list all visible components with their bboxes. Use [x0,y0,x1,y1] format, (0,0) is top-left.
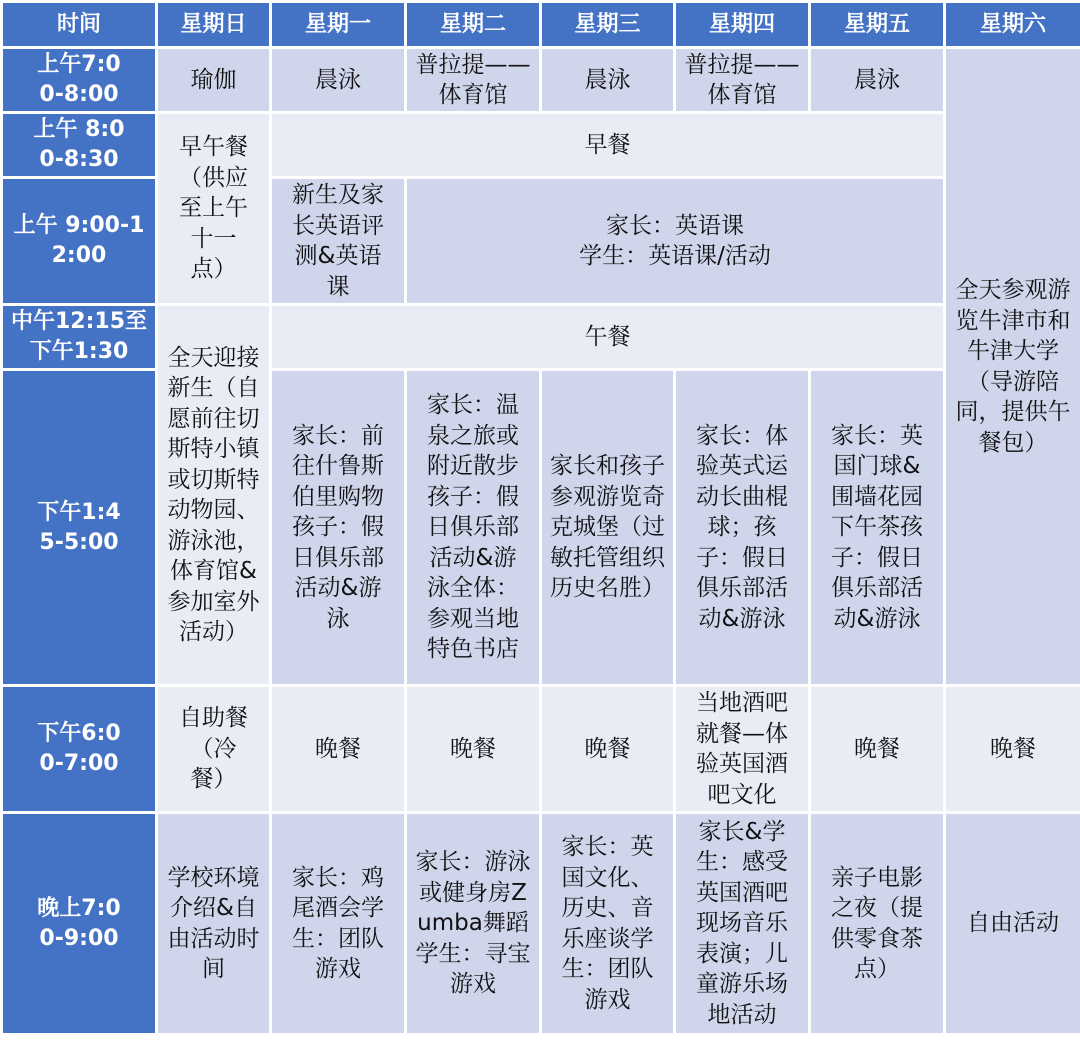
cell-text: 家长：温泉之旅或附近散步孩子：假日俱乐部活动&游泳全体：参观当地特色书店 [427,392,519,663]
time-label [2,113,157,178]
cell-mon-r6 [271,686,406,813]
cell-fri-r5 [810,370,945,686]
cell-text: 全天迎接新生（自愿前往切斯特小镇或切斯特动物园、游泳池，体育馆&参加室外活动） [167,344,260,645]
cell-text-student: 学生：英语课/活动 [579,243,771,269]
time-text: 上午 8:00-8:30 [33,117,125,172]
cell-text: 自由活动 [967,910,1059,937]
cell-text: 全天参观游览牛津市和牛津大学（导游陪同，提供午餐包） [955,277,1071,456]
cell-wed-r7 [541,813,675,1035]
cell-sun-r6 [157,686,271,813]
header-time: 时间 [2,2,157,48]
cell-tue-r5 [406,370,541,686]
cell-text: 早餐 [584,131,631,158]
cell-fri-r7 [810,813,945,1035]
cell-text: 家长：鸡尾酒会学生：团队游戏 [292,864,384,982]
cell-sun-r1 [157,48,271,113]
time-text: 下午6:00-7:00 [37,721,121,776]
cell-breakfast [271,113,945,178]
cell-text: 亲子电影之夜（提供零食茶点） [831,864,923,982]
cell-wed-r1 [541,48,675,113]
header-thursday: 星期四 [675,2,810,48]
time-label [2,305,157,370]
cell-text: 家长：英国文化、历史、音乐座谈学生：团队游戏 [561,834,654,1013]
cell-text: 家长和孩子参观游览奇克城堡（过敏托管组织历史名胜） [550,453,665,602]
cell-sun-r7 [157,813,271,1035]
header-row [2,2,1080,48]
time-text: 上午7:00-8:00 [37,52,121,107]
cell-text: 午餐 [584,323,631,350]
cell-english-class [406,178,945,305]
cell-text: 晚餐 [854,735,900,762]
header-sunday: 星期日 [157,2,271,48]
cell-text: 当地酒吧就餐—体验英国酒吧文化 [696,690,788,808]
cell-text: 学校环境介绍&自由活动时间 [167,864,260,982]
time-text: 中午12:15至下午1:30 [10,309,148,364]
cell-sun-welcome [157,305,271,686]
cell-text: 晨泳 [854,66,900,93]
cell-text: 家长：英国门球&围墙花园下午茶孩子：假日俱乐部活动&游泳 [831,422,923,632]
cell-tue-r6 [406,686,541,813]
cell-mon-r3 [271,178,406,305]
cell-text: 普拉提——体育馆 [415,51,531,108]
cell-mon-r7 [271,813,406,1035]
cell-text-parent: 家长：英语课 [606,212,744,239]
cell-fri-r1 [810,48,945,113]
cell-sat-r7 [945,813,1080,1035]
row-1215 [2,305,1080,370]
cell-text: 晨泳 [584,66,631,93]
cell-wed-r6 [541,686,675,813]
cell-thu-r1 [675,48,810,113]
row-1800 [2,686,1080,813]
header-wednesday: 星期三 [541,2,675,48]
time-label [2,48,157,113]
time-label [2,813,157,1035]
cell-mon-r1 [271,48,406,113]
cell-lunch [271,305,945,370]
cell-text: 早午餐（供应至上午十一点） [179,134,248,283]
cell-tue-r7 [406,813,541,1035]
time-text: 下午1:45-5:00 [37,499,121,555]
cell-text: 家长：体验英式运动长曲棍球；孩子：假日俱乐部活动&游泳 [696,422,788,632]
cell-text: 晚餐 [584,735,631,762]
header-tuesday: 星期二 [406,2,541,48]
header-friday: 星期五 [810,2,945,48]
cell-tue-r1 [406,48,541,113]
cell-thu-r6 [675,686,810,813]
cell-mon-r5 [271,370,406,686]
cell-wed-r5 [541,370,675,686]
header-monday: 星期一 [271,2,406,48]
cell-sun-brunch [157,113,271,305]
cell-text: 晚餐 [315,735,361,762]
cell-sat-r6 [945,686,1080,813]
time-label [2,686,157,813]
cell-text: 晨泳 [315,66,361,93]
cell-sat-all-day [945,48,1080,686]
cell-text: 家长：游泳或健身房Zumba舞蹈学生：寻宝游戏 [415,849,531,998]
row-0800 [2,113,1080,178]
cell-thu-r7 [675,813,810,1035]
time-label [2,370,157,686]
cell-text: 普拉提——体育馆 [684,51,800,108]
cell-text: 晚餐 [450,735,496,762]
cell-fri-r6 [810,686,945,813]
cell-thu-r5 [675,370,810,686]
cell-text: 晚餐 [990,735,1036,762]
row-1900 [2,813,1080,1035]
cell-text: 自助餐（冷餐） [179,705,248,793]
cell-text: 家长&学生：感受英国酒吧现场音乐表演；儿童游乐场地活动 [696,818,788,1028]
time-text: 晚上7:00-9:00 [37,895,121,951]
cell-text: 家长：前往什鲁斯伯里购物孩子：假日俱乐部活动&游泳 [292,422,384,632]
cell-text: 瑜伽 [190,66,237,93]
header-saturday: 星期六 [945,2,1080,48]
cell-text: 新生及家长英语评测&英语课 [292,182,384,300]
time-text: 上午 9:00-12:00 [13,213,145,268]
time-label [2,178,157,305]
row-0700 [2,48,1080,113]
